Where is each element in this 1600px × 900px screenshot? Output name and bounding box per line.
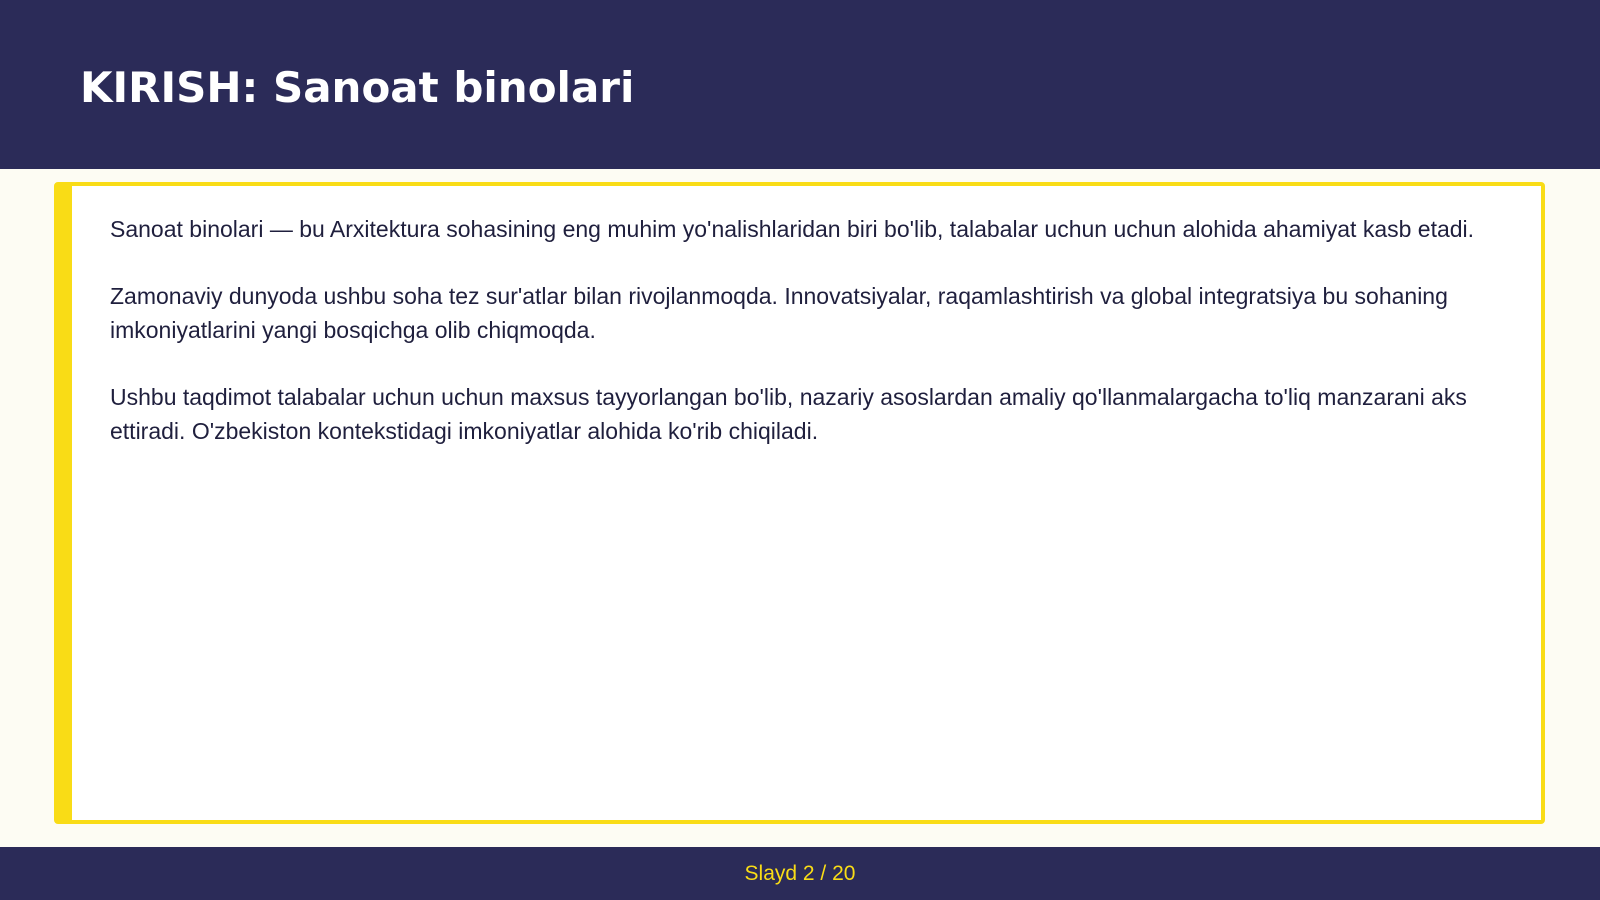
slide-counter: Slayd 2 / 20 xyxy=(744,862,856,885)
slide-header xyxy=(0,0,1600,169)
slide-title: KIRISH: Sanoat binolari xyxy=(80,63,635,112)
paragraph-intro: Sanoat binolari — bu Arxitektura sohasining eng muhim yo'nalishlaridan biri bo'lib, talabalar uchun uchun alohida ahamiyat kasb etadi. xyxy=(110,216,1475,242)
slide-footer xyxy=(0,847,1600,900)
paragraph-modern-world: Zamonaviy dunyoda ushbu soha tez sur'atlar bilan rivojlanmoqda. Innovatsiyalar, raqamlashtirish va global integratsiya bu sohaning imkoniyatlarini yangi bosqichga olib chiqmoqda. xyxy=(110,283,1448,343)
paragraph-presentation-purpose: Ushbu taqdimot talabalar uchun uchun maxsus tayyorlangan bo'lib, nazariy asoslardan amaliy qo'llanmalargacha to'liq manzarani aks ettiradi. O'zbekiston kontekstidagi imkoniyatlar alohida ko'rib chiqiladi. xyxy=(110,384,1467,444)
content-body xyxy=(110,212,1510,481)
content-card xyxy=(54,182,1545,824)
